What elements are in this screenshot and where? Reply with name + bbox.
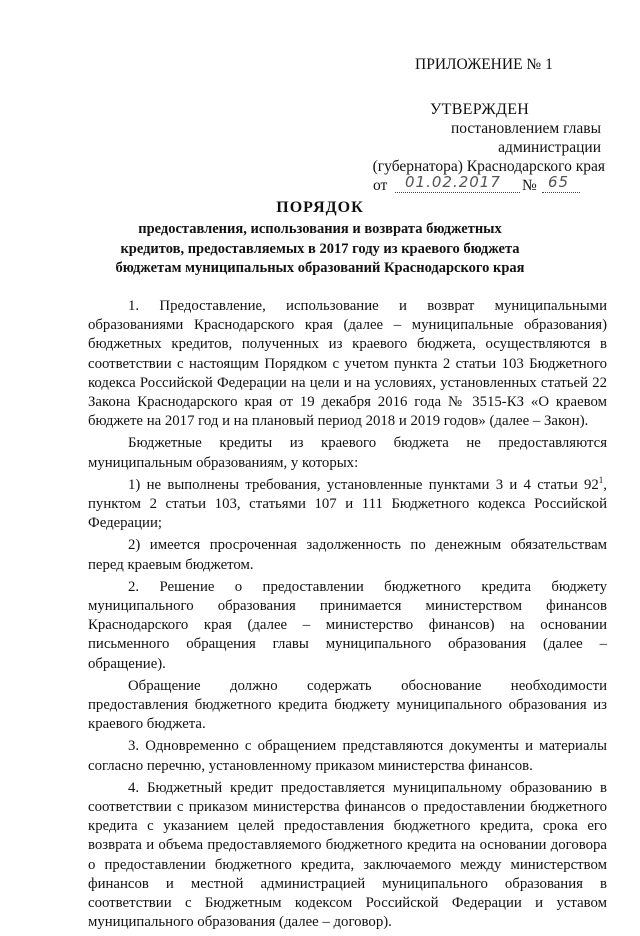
approval-line-1: постановлением главы администрации: [451, 120, 601, 156]
number-underline: [542, 192, 580, 193]
approved-heading: УТВЕРЖДЕН: [430, 101, 530, 118]
approval-date-line: [345, 173, 615, 196]
approval-block: [345, 55, 615, 196]
document-title: ПОРЯДОК: [276, 199, 364, 216]
paragraph-6: Обращение должно содержать обоснование необходимости предоставления бюджетного кредита бюджету муниципального образования из краевого бюджета.: [88, 677, 607, 733]
document-subtitle: предоставления, использования и возврата бюджетных кредитов, предоставляемых в 2017 году из краевого бюджета бюджетам муниципальных образований Краснодарского края: [115, 221, 525, 276]
handwritten-date: 01.02.2017: [405, 173, 501, 191]
paragraph-3: [88, 476, 607, 534]
document-body: [88, 297, 607, 936]
paragraph-4: 2) имеется просроченная задолженность по денежным обязательствам перед краевым бюджетом.: [88, 537, 607, 573]
paragraph-8: 4. Бюджетный кредит предоставляется муниципальному образованию в соответствии с приказом министерства финансов о предоставлении бюджетного кредита с указанием целей предоставления бюджетного кредита, срока его возврата и объема предоставляемого бюджетного кредита на основании договора о предоставлении бюджетного кредита, заключаемого между министерством финансов и местной администрацией муниципального образования в соответствии с Бюджетным кодексом Российской Федерации и уставом муниципального образования (далее – договор).: [88, 779, 607, 931]
paragraph-5: 2. Решение о предоставлении бюджетного кредита бюджету муниципального образования принимается министерством финансов Краснодарского края (далее – министерство финансов) на основании письменного обращения главы муниципального образования (далее – обращение).: [88, 578, 607, 672]
paragraph-7: 3. Одновременно с обращением представляются документы и материалы согласно перечню, установленному приказом министерства финансов.: [88, 738, 607, 774]
paragraph-2: Бюджетные кредиты из краевого бюджета не предоставляются муниципальным образованиям, у которых:: [88, 435, 607, 471]
appendix-label: ПРИЛОЖЕНИЕ № 1: [415, 56, 553, 73]
paragraph-1: 1. Предоставление, использование и возврат муниципальными образованиями Краснодарского края (далее – муниципальные образования) бюджетных кредитов, полученных из краевого бюджета, осуществляются в соответствии с настоящим Порядком с учетом пункта 2 статьи 103 Бюджетного кодекса Российской Федерации на цели и на условиях, установленных статьей 22 Закона Краснодарского края от 19 декабря 2016 года № 3515-КЗ «О краевом бюджете на 2017 год и на плановый период 2018 и 2019 годов» (далее – Закон).: [88, 298, 607, 430]
number-label: №: [522, 177, 537, 194]
date-underline: [395, 192, 520, 193]
paragraph-3-start: 1) не выполнены требования, установленные пунктами 3 и 4 статьи 92: [128, 476, 599, 493]
from-label: от: [373, 177, 388, 194]
paragraph-3-end: , пунктом 2 статьи 103, статьями 107 и 111 Бюджетного кодекса Российской Федерации;: [88, 476, 607, 532]
approval-line-2: (губернатора) Краснодарского края: [372, 158, 605, 175]
handwritten-number: 65: [548, 173, 570, 191]
superscript-1: 1: [598, 474, 604, 485]
